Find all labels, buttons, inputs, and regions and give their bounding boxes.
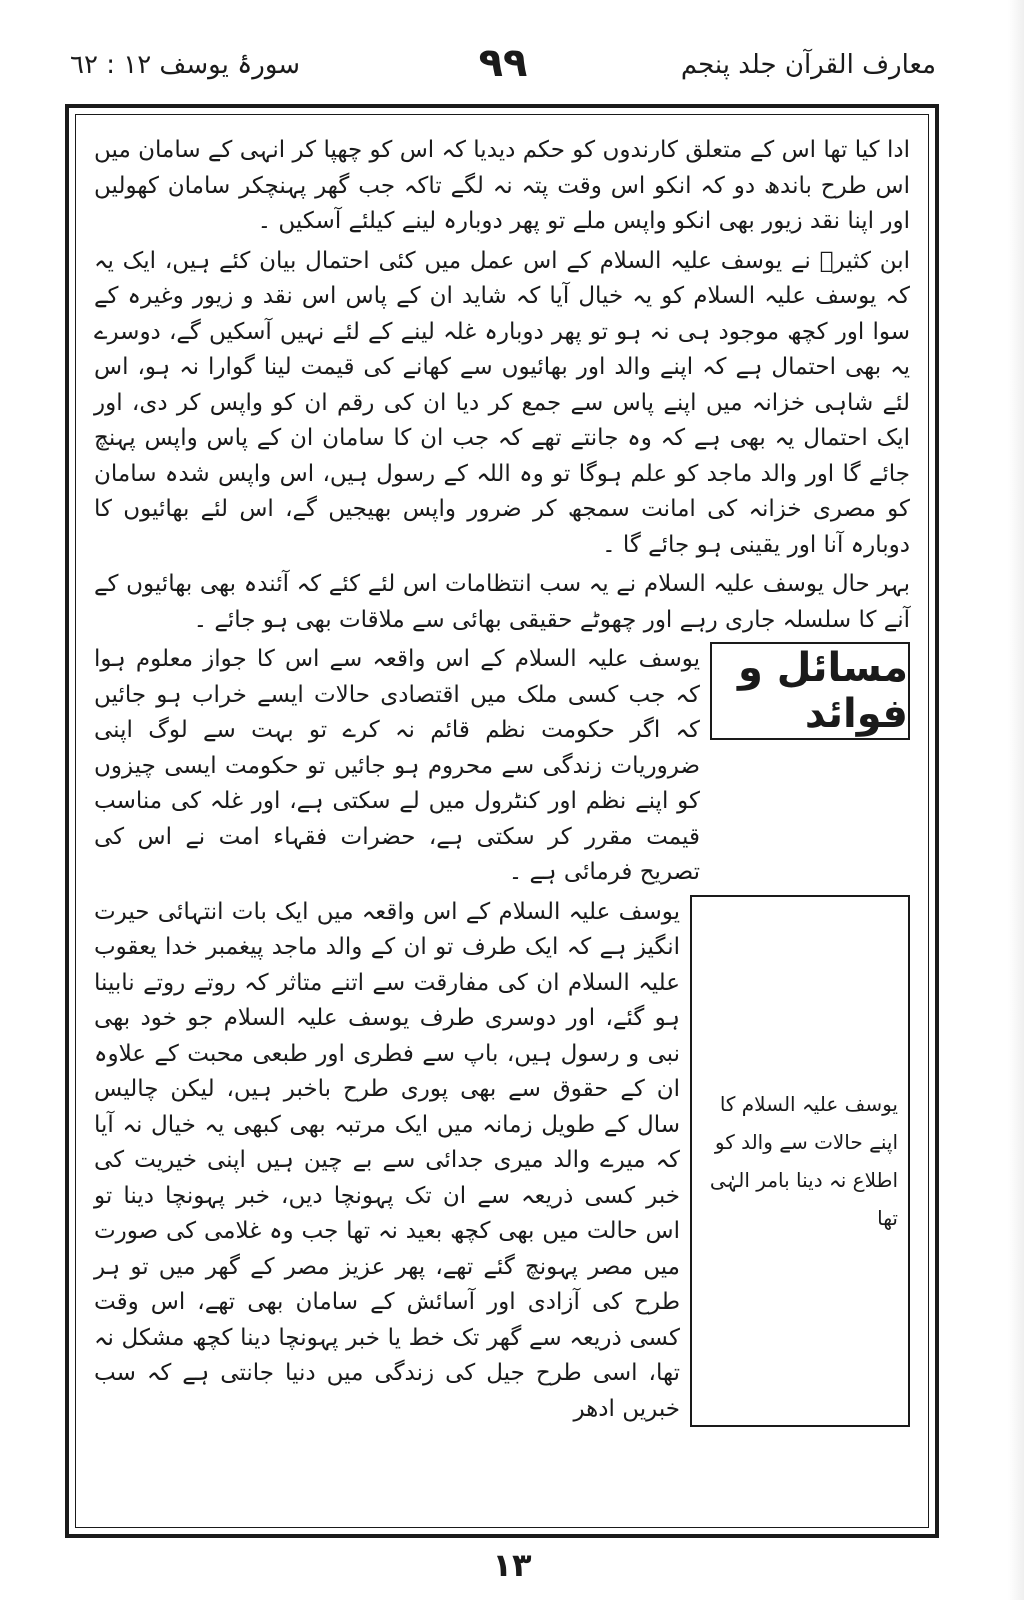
yusuf-side-heading-box [690,895,910,1428]
paragraph-intro: ادا کیا تھا اس کے متعلق کارندوں کو حکم دیدیا کہ اس کو چھپا کر انہی کے سامان میں اس طرح باندھ دو کہ انکو اس وقت پتہ نہ لگے تاکہ جب گھر پہنچکر سامان کھولیں اور اپنا نقد زیور بھی انکو واپس ملے تو پھر دوبارہ لینے کیلئے آسکیں ۔ [94,137,910,234]
text-frame-inner [75,114,929,1528]
surah-reference: سورۂ یوسف ١٢ : ٦٢ [70,50,301,80]
page-number-top: ٩٩ [478,40,528,86]
paragraph-ibn-kathir: ابن کثیرؒ نے یوسف علیہ السلام کے اس عمل میں کئی احتمال بیان کئے ہیں، ایک یہ کہ یوسف علیہ السلام کو یہ خیال آیا کہ شاید ان کے پاس اس نقد و زیور وغیرہ کے سوا اور کچھ موجود ہی نہ ہو تو پھر دوبارہ غلہ لینے کے لئے نہیں آسکیں گے، دوسرے یہ بھی احتمال ہے کہ اپنے والد اور بھائیوں سے کھانے کی قیمت لینا گوارا نہ ہو، اس لئے شاہی خزانہ میں اپنے پاس سے جمع کر دیا ان کی رقم ان کو واپس کر دی، اور ایک احتمال یہ بھی ہے کہ وہ جانتے تھے کہ جب ان کا سامان ان کے پاس واپس پہنچ جائے گا اور والد ماجد کو علم ہوگا تو وہ اللہ کے رسول ہیں، اس واپس شدہ سامان کو مصری خزانہ کی امانت سمجھ کر ضرور واپس بھیجیں گے، اس لئے بھائیوں کا دوبارہ آنا اور یقینی ہو جائے گا ۔ [94,247,910,558]
scan-edge-shadow [1008,0,1024,1600]
yusuf-section [94,895,910,1428]
masail-text: یوسف علیہ السلام کے اس واقعہ سے اس کا جواز معلوم ہوا کہ جب کسی ملک میں اقتصادی حالات ایسے خراب ہو جائیں کہ اگر حکومت نظم قائم نہ کرے تو بہت سے لوگ اپنی ضروریات زندگی سے محروم ہو جائیں تو حکومت ایسی چیزوں کو اپنے نظم اور کنٹرول میں لے سکتی ہے، اور غلہ کی مناسب قیمت مقرر کر سکتی ہے، حضرات فقہاء امت نے اس کی تصریح فرمائی ہے ۔ [94,646,700,885]
text-frame [65,104,939,1538]
book-title: معارف القرآن جلد پنجم [680,50,936,80]
page-number-bottom: ١٣ [492,1546,532,1584]
page-header [70,40,936,96]
masail-heading: مسائل و فوائد [738,645,908,737]
yusuf-side-heading: یوسف علیہ السلام کا اپنے حالات سے والد کو اطلاع نہ دینا بامر الہٰی تھا [709,1091,898,1230]
paragraph-arrangements: بہر حال یوسف علیہ السلام نے یہ سب انتظامات اس لئے کئے کہ آئندہ بھی بھائیوں کے آنے کا سلسلہ جاری رہے اور چھوٹے حقیقی بھائی سے ملاقات بھی ہو جائے ۔ [94,571,910,633]
masail-heading-box [710,642,910,740]
yusuf-section-text: یوسف علیہ السلام کے اس واقعہ میں ایک بات انتہائی حیرت انگیز ہے کہ ایک طرف تو ان کے والد ماجد پیغمبر خدا یعقوب علیہ السلام ان کی مفارقت سے اتنے متاثر کہ روتے روتے نابینا ہو گئے، اور دوسری طرف یوسف علیہ السلام جو خود بھی نبی و رسول ہیں، باپ سے فطری اور طبعی محبت کے علاوہ ان کے حقوق سے بھی پوری طرح باخبر ہیں، لیکن چالیس سال کے طویل زمانہ میں ایک مرتبہ بھی کبھی یہ خیال نہ آیا کہ میرے والد میری جدائی سے بے چین ہیں اپنی خیریت کی خبر کسی ذریعہ سے ان تک پہونچا دیں، خبر پہونچا دینا تو اس حالت میں بھی کچھ بعید نہ تھا جب وہ غلامی کی صورت میں مصر پہونچ گئے تھے، پھر عزیز مصر کے گھر میں تو ہر طرح کی آزادی اور آسائش کے سامان بھی تھے، اس وقت کسی ذریعہ سے گھر تک خط یا خبر پہونچا دینا کچھ مشکل نہ تھا، اسی طرح جیل کی زندگی میں دنیا جانتی ہے کہ سب خبریں ادھر [94,898,680,1422]
masail-section [94,642,910,891]
